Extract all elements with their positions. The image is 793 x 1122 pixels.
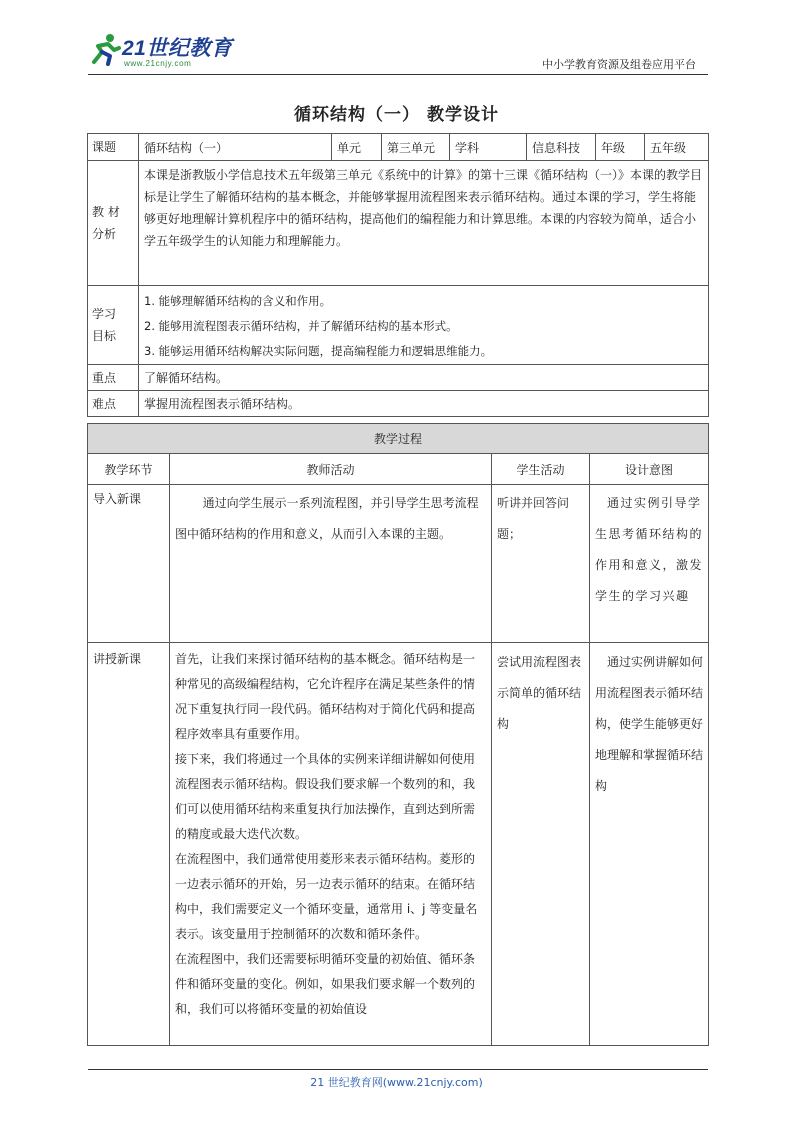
- platform-name: 中小学教育资源及组卷应用平台: [542, 58, 696, 71]
- student-activity: 听讲并回答问题；: [492, 485, 590, 643]
- analysis-label-line2: 分析: [92, 227, 117, 241]
- objectives-label: [88, 286, 139, 365]
- analysis-label: [88, 161, 139, 286]
- teacher-paragraph: 接下来，我们将通过一个具体的实例来详细讲解如何使用流程图表示循环结构。假设我们要求解一个数列的和，我们可以使用循环结构来重复执行加法操作，直到达到所需的精度或最大迭代次数。: [175, 752, 476, 841]
- teacher-activity: 通过向学生展示一系列流程图，并引导学生思考流程图中循环结构的作用和意义，从而引入本课的主题。: [170, 485, 492, 643]
- analysis-row: [88, 161, 709, 286]
- teaching-process-table: [87, 423, 709, 1046]
- key-point-row: [88, 365, 709, 391]
- logo-text: 21世纪教育: [122, 37, 233, 60]
- document-title: 循环结构（一） 教学设计: [294, 105, 499, 125]
- objective-item: 2. 能够用流程图表示循环结构，并了解循环结构的基本形式。: [144, 319, 458, 333]
- teacher-paragraph: 在流程图中，我们通常使用菱形来表示循环结构。菱形的一边表示循环的开始，另一边表示循环的结束。在循环结构中，我们需要定义一个循环变量，通常用 i、j 等变量名表示。该变量用于控制循环的次数和循环条件。: [175, 852, 478, 941]
- process-row-intro: [88, 485, 709, 643]
- difficulty-text: 掌握用流程图表示循环结构。: [139, 391, 709, 417]
- key-point-text: 了解循环结构。: [139, 365, 709, 391]
- difficulty-row: [88, 391, 709, 417]
- objective-item: 1. 能够理解循环结构的含义和作用。: [144, 294, 332, 308]
- design-intent: 通过实例讲解如何用流程图表示循环结构，使学生能够更好地理解和掌握循环结构: [590, 643, 709, 1046]
- header-divider: [88, 74, 708, 75]
- runner-logo-icon: [88, 32, 122, 66]
- objective-item: 3. 能够运用循环结构解决实际问题，提高编程能力和逻辑思维能力。: [144, 344, 493, 358]
- stage-cell: 导入新课: [88, 485, 170, 643]
- analysis-label-line1: 教 材: [92, 205, 120, 219]
- site-logo[interactable]: [88, 30, 238, 72]
- column-header: 教学环节: [88, 454, 170, 485]
- lesson-info-table: [87, 133, 709, 417]
- process-header-row: [88, 454, 709, 485]
- key-point-label: 重点: [88, 365, 139, 391]
- grade-value: 五年级: [645, 134, 709, 161]
- stage-cell: 讲授新课: [88, 643, 170, 1046]
- teacher-paragraph: 首先，让我们来探讨循环结构的基本概念。循环结构是一种常见的高级编程结构，它允许程序在满足某些条件的情况下重复执行同一段代码。循环结构对于简化代码和提高程序效率具有重要作用。: [175, 652, 476, 741]
- footer-text[interactable]: 21 世纪教育网(www.21cnjy.com): [310, 1076, 483, 1089]
- difficulty-label: 难点: [88, 391, 139, 417]
- objectives-row: [88, 286, 709, 365]
- topic-value: 循环结构（一）: [139, 134, 332, 161]
- info-row: [88, 134, 709, 161]
- process-title: 教学过程: [88, 424, 709, 454]
- unit-label: 单元: [332, 134, 382, 161]
- footer-divider: [88, 1069, 708, 1070]
- column-header: 教师活动: [170, 454, 492, 485]
- objectives-label-line2: 目标: [92, 329, 117, 343]
- analysis-text: 本课是浙教版小学信息技术五年级第三单元《系统中的计算》的第十三课《循环结构（一）》本课的教学目标是让学生了解循环结构的基本概念，并能够掌握用流程图来表示循环结构。通过本课的学习，学生将能够更好地理解计算机程序中的循环结构，提高他们的编程能力和计算思维。本课的内容较为简单，适合小学五年级学生的认知能力和理解能力。: [139, 161, 709, 286]
- process-row-new-lesson: [88, 643, 709, 1046]
- page-header: [88, 30, 708, 74]
- design-intent: 通过实例引导学生思考循环结构的作用和意义，激发学生的学习兴趣: [590, 485, 709, 643]
- subject-label: 学科: [450, 134, 527, 161]
- teacher-activity: [170, 643, 492, 1046]
- column-header: 学生活动: [492, 454, 590, 485]
- column-header: 设计意图: [590, 454, 709, 485]
- student-activity: 尝试用流程图表示简单的循环结构: [492, 643, 590, 1046]
- objectives-label-line1: 学习: [92, 307, 117, 321]
- logo-url: www.21cnjy.com: [124, 59, 192, 68]
- teacher-paragraph: 在流程图中，我们还需要标明循环变量的初始值、循环条件和循环变量的变化。例如，如果我们要求解一个数列的和，我们可以将循环变量的初始值设: [175, 952, 476, 1016]
- process-title-row: [88, 424, 709, 454]
- grade-label: 年级: [596, 134, 645, 161]
- topic-label: 课题: [88, 134, 139, 161]
- unit-value: 第三单元: [382, 134, 450, 161]
- subject-value: 信息科技: [527, 134, 596, 161]
- objectives-list: [139, 286, 709, 365]
